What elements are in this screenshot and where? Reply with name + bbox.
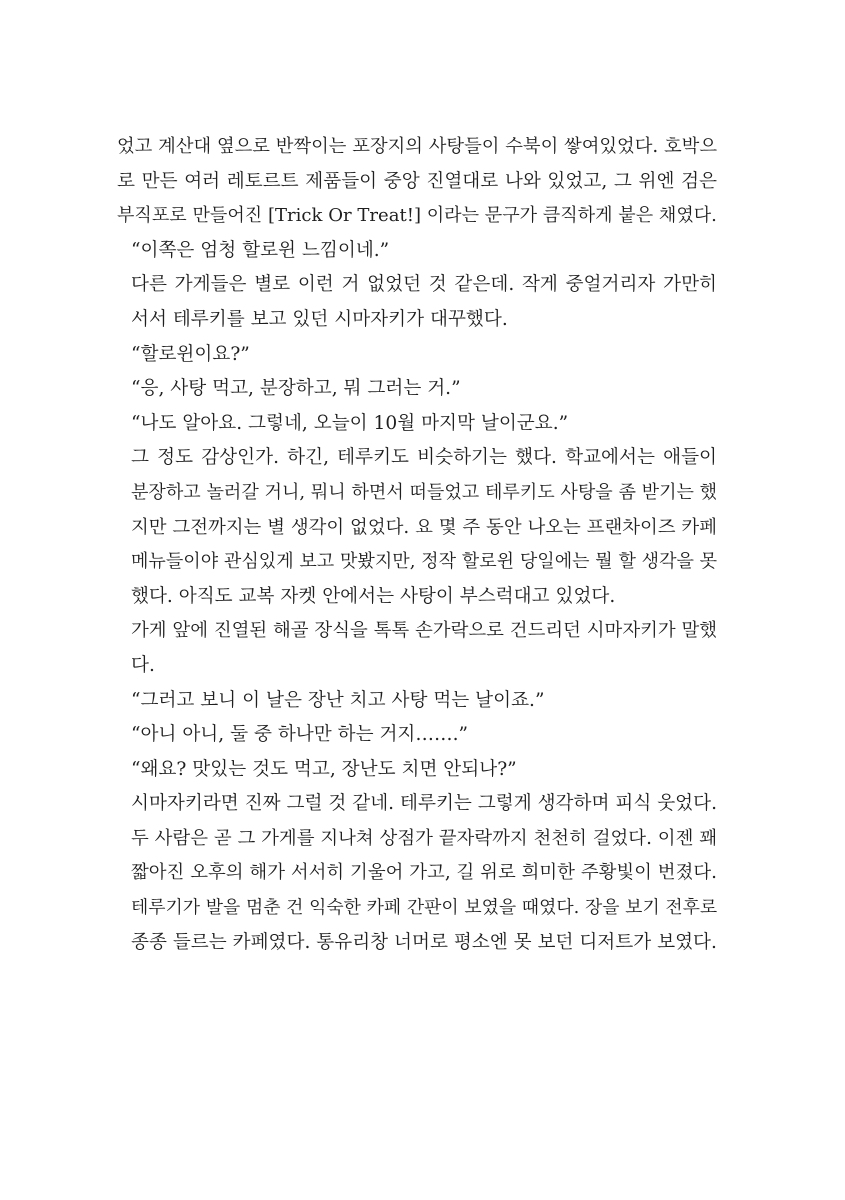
text-line: 그 정도 감상인가. 하긴, 테루키도 비슷하기는 했다. 학교에서는 애들이 bbox=[131, 447, 717, 469]
text-line: “그러고 보니 이 날은 장난 치고 사탕 먹는 날이죠.” bbox=[131, 689, 545, 711]
paragraph bbox=[117, 268, 717, 337]
text-line: 종종 들르는 카페였다. 통유리창 너머로 평소엔 못 보던 디저트가 보였다. bbox=[131, 931, 717, 953]
text-line: 다. bbox=[131, 654, 155, 676]
text-line: 서서 테루키를 보고 있던 시마자키가 대꾸했다. bbox=[131, 308, 508, 330]
paragraph bbox=[117, 614, 717, 683]
text-line: 시마자키라면 진짜 그럴 것 같네. 테루키는 그렇게 생각하며 피식 웃었다. bbox=[131, 793, 717, 815]
dialogue-line bbox=[117, 718, 717, 753]
text-line: “이쪽은 엄청 할로윈 느낌이네.” bbox=[131, 239, 390, 261]
text-line: 메뉴들이야 관심있게 보고 맛봤지만, 정작 할로윈 당일에는 뭘 할 생각을 못 bbox=[131, 551, 718, 573]
text-line: 짧아진 오후의 해가 서서히 기울어 가고, 길 위로 희미한 주황빛이 번졌다. bbox=[131, 862, 717, 884]
text-line: “왜요? 맛있는 것도 먹고, 장난도 치면 안되나?” bbox=[131, 758, 517, 780]
text-line: 부직포로 만들어진 [Trick Or Treat!] 이라는 문구가 큼직하게 붙은 채였다. bbox=[117, 205, 717, 227]
dialogue-line bbox=[117, 234, 717, 269]
text-line: 분장하고 놀러갈 거니, 뭐니 하면서 떠들었고 테루키도 사탕을 좀 받기는 했 bbox=[131, 481, 718, 503]
text-line: “나도 알아요. 그렇네, 오늘이 10월 마지막 날이군요.” bbox=[131, 412, 569, 434]
text-line: 두 사람은 곧 그 가게를 지나쳐 상점가 끝자락까지 천천히 걸었다. 이젠 꽤 bbox=[131, 827, 717, 849]
text-line: 지만 그전까지는 별 생각이 없었다. 요 몇 주 동안 나오는 프랜차이즈 카페 bbox=[131, 516, 717, 538]
dialogue-line bbox=[117, 753, 717, 788]
text-line: 다른 가게들은 별로 이런 거 없었던 것 같은데. 작게 중얼거리자 가만히 bbox=[131, 274, 717, 296]
text-line: 었고 계산대 옆으로 반짝이는 포장지의 사탕들이 수북이 쌓여있었다. 호박으 bbox=[117, 136, 717, 157]
text-line: “할로윈이요?” bbox=[131, 343, 250, 365]
dialogue-line bbox=[117, 338, 717, 373]
text-line: 테루기가 발을 멈춘 건 익숙한 카페 간판이 보였을 때였다. 장을 보기 전후로 bbox=[131, 897, 718, 919]
text-line: 가게 앞에 진열된 해골 장식을 톡톡 손가락으로 건드리던 시마자키가 말했 bbox=[131, 620, 718, 642]
text-line: 했다. 아직도 교복 자켓 안에서는 사탕이 부스럭대고 있었다. bbox=[131, 585, 616, 607]
dialogue-line bbox=[117, 407, 717, 442]
paragraph bbox=[117, 787, 717, 960]
dialogue-line bbox=[117, 372, 717, 407]
dialogue-line bbox=[117, 684, 717, 719]
paragraph bbox=[117, 130, 717, 234]
text-line: “응, 사탕 먹고, 분장하고, 뭐 그러는 거.” bbox=[131, 378, 461, 400]
body-text bbox=[117, 130, 717, 960]
text-line: 로 만든 여러 레토르트 제품들이 중앙 진열대로 나와 있었고, 그 위엔 검은 bbox=[117, 170, 717, 192]
text-line: “아니 아니, 둘 중 하나만 하는 거지…….” bbox=[131, 724, 468, 746]
paragraph bbox=[117, 441, 717, 614]
